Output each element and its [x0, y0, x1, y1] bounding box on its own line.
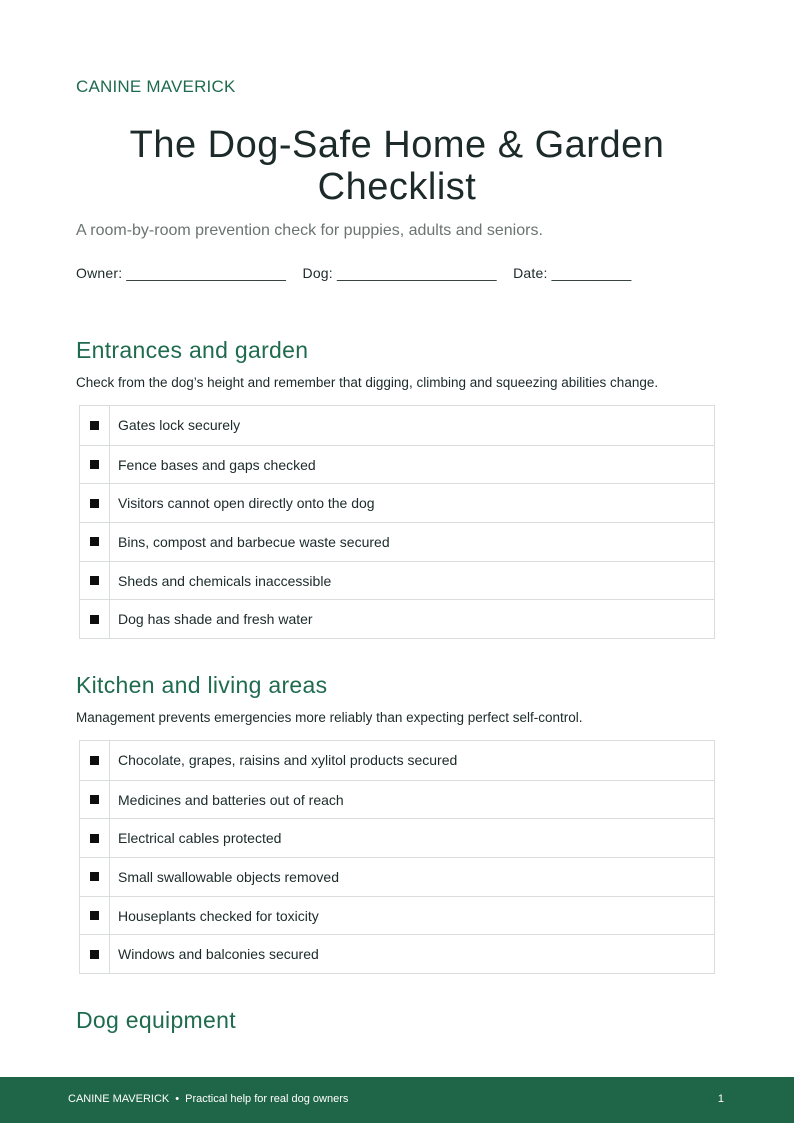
checklist-row[interactable] [80, 483, 714, 522]
checklist-row[interactable] [80, 857, 714, 896]
checkbox-icon[interactable] [90, 537, 99, 546]
checklist-item-label: Bins, compost and barbecue waste secured [118, 533, 390, 550]
checklist-row[interactable] [80, 406, 714, 445]
checklist-row[interactable] [80, 741, 714, 780]
checklist-row[interactable] [80, 445, 714, 484]
section-intro-entrances: Check from the dog’s height and remember that digging, climbing and squeezing abilities change. [76, 375, 659, 390]
checklist-item-label: Electrical cables protected [118, 830, 282, 847]
checkbox-icon[interactable] [90, 460, 99, 469]
info-fields [76, 265, 632, 281]
page-number: 1 [717, 1093, 724, 1105]
dog-label: Dog: [302, 265, 333, 281]
checkbox-icon[interactable] [90, 421, 99, 430]
checklist-row[interactable] [80, 522, 714, 561]
date-label: Date: [513, 265, 548, 281]
checklist-item-label: Sheds and chemicals inaccessible [118, 572, 332, 589]
checklist-entrances [79, 405, 715, 639]
section-title-equipment: Dog equipment [76, 1007, 236, 1033]
checklist-item-label: Visitors cannot open directly onto the dog [118, 495, 375, 512]
page-title [76, 124, 718, 208]
checkbox-icon[interactable] [90, 911, 99, 920]
checklist-row[interactable] [80, 896, 714, 935]
checklist-item-label: Chocolate, grapes, raisins and xylitol products secured [118, 752, 458, 769]
checkbox-icon[interactable] [90, 872, 99, 881]
dog-blank[interactable]: ____________________ [336, 265, 497, 281]
footer-tagline: Practical help for real dog owners [185, 1093, 349, 1105]
checklist-row[interactable] [80, 780, 714, 819]
checklist-row[interactable] [80, 561, 714, 600]
owner-label: Owner: [76, 265, 123, 281]
checklist-item-label: Dog has shade and fresh water [118, 611, 313, 628]
checklist-item-label: Fence bases and gaps checked [118, 456, 316, 473]
section-title-entrances: Entrances and garden [76, 337, 309, 363]
checklist-item-label: Gates lock securely [118, 417, 241, 434]
checkbox-icon[interactable] [90, 795, 99, 804]
brand-name: CANINE MAVERICK [76, 77, 236, 96]
footer-text [68, 1093, 348, 1105]
checklist-item-label: Houseplants checked for toxicity [118, 907, 319, 924]
checklist-row[interactable] [80, 818, 714, 857]
checkbox-icon[interactable] [90, 615, 99, 624]
page-footer [0, 1077, 794, 1123]
checklist-item-label: Small swallowable objects removed [118, 868, 339, 885]
section-intro-kitchen: Management prevents emergencies more reliably than expecting perfect self-control. [76, 710, 583, 725]
section-title-kitchen: Kitchen and living areas [76, 672, 328, 698]
checklist-row[interactable] [80, 934, 714, 973]
checkbox-icon[interactable] [90, 834, 99, 843]
checklist-item-label: Windows and balconies secured [118, 946, 319, 963]
checklist-kitchen [79, 740, 715, 974]
date-blank[interactable]: __________ [551, 265, 632, 281]
checklist-item-label: Medicines and batteries out of reach [118, 791, 344, 808]
checkbox-icon[interactable] [90, 950, 99, 959]
checklist-row[interactable] [80, 599, 714, 638]
title-line-2: Checklist [317, 166, 477, 208]
footer-brand: CANINE MAVERICK [68, 1093, 170, 1105]
footer-bullet: • [175, 1093, 180, 1105]
page-subtitle: A room-by-room prevention check for puppies, adults and seniors. [76, 222, 543, 239]
checkbox-icon[interactable] [90, 576, 99, 585]
checkbox-icon[interactable] [90, 499, 99, 508]
checkbox-icon[interactable] [90, 756, 99, 765]
owner-blank[interactable]: ____________________ [126, 265, 287, 281]
title-line-1: The Dog-Safe Home & Garden [129, 124, 665, 166]
